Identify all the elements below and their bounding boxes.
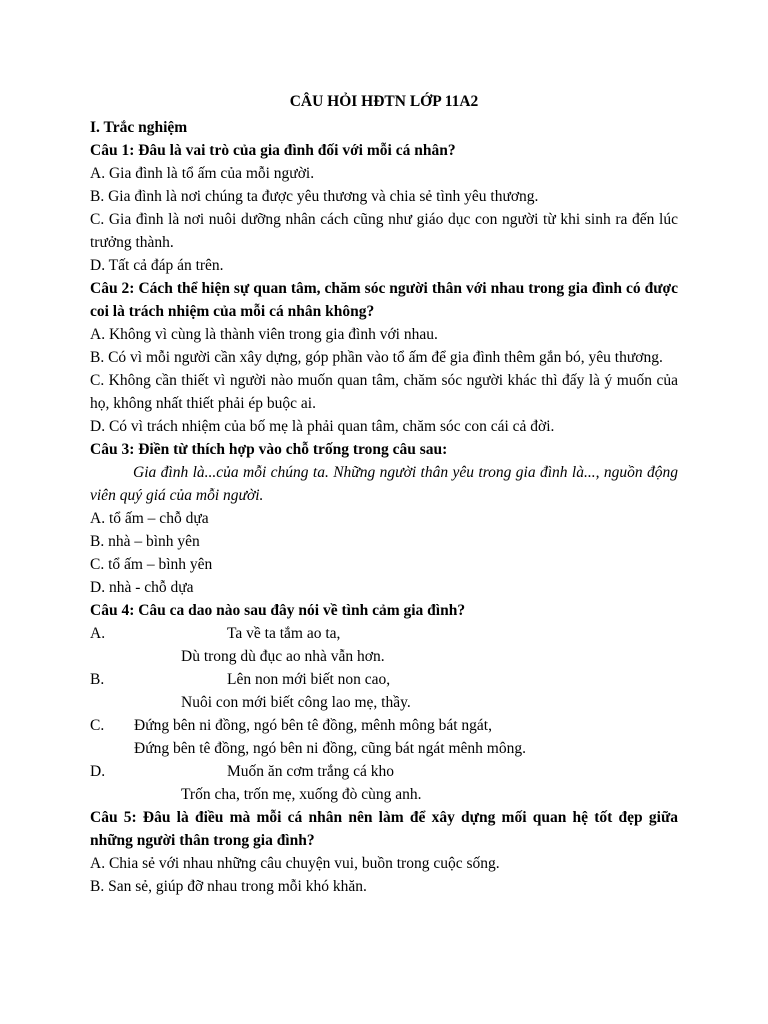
q4-option-a-line-2: Dù trong dù đục ao nhà vẫn hơn. <box>181 648 385 665</box>
q3-option-b: B. nhà – bình yên <box>90 533 200 550</box>
q4-option-b <box>90 668 678 691</box>
q4-option-c-line-2: Đứng bên tê đồng, ngó bên ni đồng, cũng bát ngát mênh mông. <box>134 740 526 757</box>
q5-option-a: A. Chia sẻ với nhau những câu chuyện vui, buồn trong cuộc sống. <box>90 855 500 872</box>
q3-option-d: D. nhà - chỗ dựa <box>90 579 194 596</box>
q2-option-b: B. Có vì mỗi người cần xây dựng, góp phần vào tổ ấm để gia đình thêm gắn bó, yêu thương. <box>90 349 663 366</box>
question-1: Câu 1: Đâu là vai trò của gia đình đối với mỗi cá nhân? <box>90 142 456 159</box>
q1-option-d: D. Tất cả đáp án trên. <box>90 257 224 274</box>
q2-option-d: D. Có vì trách nhiệm của bố mẹ là phải quan tâm, chăm sóc con cái cả đời. <box>90 418 555 435</box>
q3-prompt: Gia đình là...của mỗi chúng ta. Những người thân yêu trong gia đình là..., nguồn động viên quý giá của mỗi người. <box>90 464 678 504</box>
question-2: Câu 2: Cách thể hiện sự quan tâm, chăm sóc người thân với nhau trong gia đình có được coi là trách nhiệm của mỗi cá nhân không? <box>90 280 678 320</box>
question-5: Câu 5: Đâu là điều mà mỗi cá nhân nên làm để xây dựng mối quan hệ tốt đẹp giữa những người thân trong gia đình? <box>90 809 678 849</box>
q4-option-c-letter: C. <box>90 717 105 734</box>
section-heading: I. Trắc nghiệm <box>90 119 188 136</box>
q5-option-b: B. San sẻ, giúp đỡ nhau trong mỗi khó khăn. <box>90 878 367 895</box>
q2-option-a: A. Không vì cùng là thành viên trong gia đình với nhau. <box>90 326 438 343</box>
q4-option-b-line-1: Lên non mới biết non cao, <box>227 671 391 688</box>
q4-option-d-letter: D. <box>90 763 106 780</box>
q4-option-c-line-1: Đứng bên ni đồng, ngó bên tê đồng, mênh mông bát ngát, <box>134 717 492 734</box>
q1-option-a: A. Gia đình là tổ ấm của mỗi người. <box>90 165 315 182</box>
q4-option-b-line-2: Nuôi con mới biết công lao mẹ, thầy. <box>181 694 411 711</box>
q3-option-c: C. tổ ấm – bình yên <box>90 556 213 573</box>
q4-option-a <box>90 622 678 645</box>
q4-option-c <box>90 714 678 737</box>
q4-option-a-line-1: Ta về ta tắm ao ta, <box>227 625 341 642</box>
q4-option-d <box>90 760 678 783</box>
document-title: CÂU HỎI HĐTN LỚP 11A2 <box>289 93 479 110</box>
q2-option-c: C. Không cần thiết vì người nào muốn quan tâm, chăm sóc người khác thì đấy là ý muốn của họ, không nhất thiết phải ép buộc ai. <box>90 372 678 412</box>
question-3: Câu 3: Điền từ thích hợp vào chỗ trống trong câu sau: <box>90 441 448 458</box>
q4-option-d-line-1: Muốn ăn cơm trắng cá kho <box>227 763 395 780</box>
q1-option-c: C. Gia đình là nơi nuôi dưỡng nhân cách cũng như giáo dục con người từ khi sinh ra đến lúc trưởng thành. <box>90 211 678 251</box>
question-4: Câu 4: Câu ca dao nào sau đây nói về tình cảm gia đình? <box>90 602 466 619</box>
q3-option-a: A. tổ ấm – chỗ dựa <box>90 510 209 527</box>
q4-option-b-letter: B. <box>90 671 105 688</box>
q1-option-b: B. Gia đình là nơi chúng ta được yêu thương và chia sẻ tình yêu thương. <box>90 188 539 205</box>
q4-option-a-letter: A. <box>90 625 106 642</box>
q4-option-d-line-2: Trốn cha, trốn mẹ, xuống đò cùng anh. <box>181 786 422 803</box>
